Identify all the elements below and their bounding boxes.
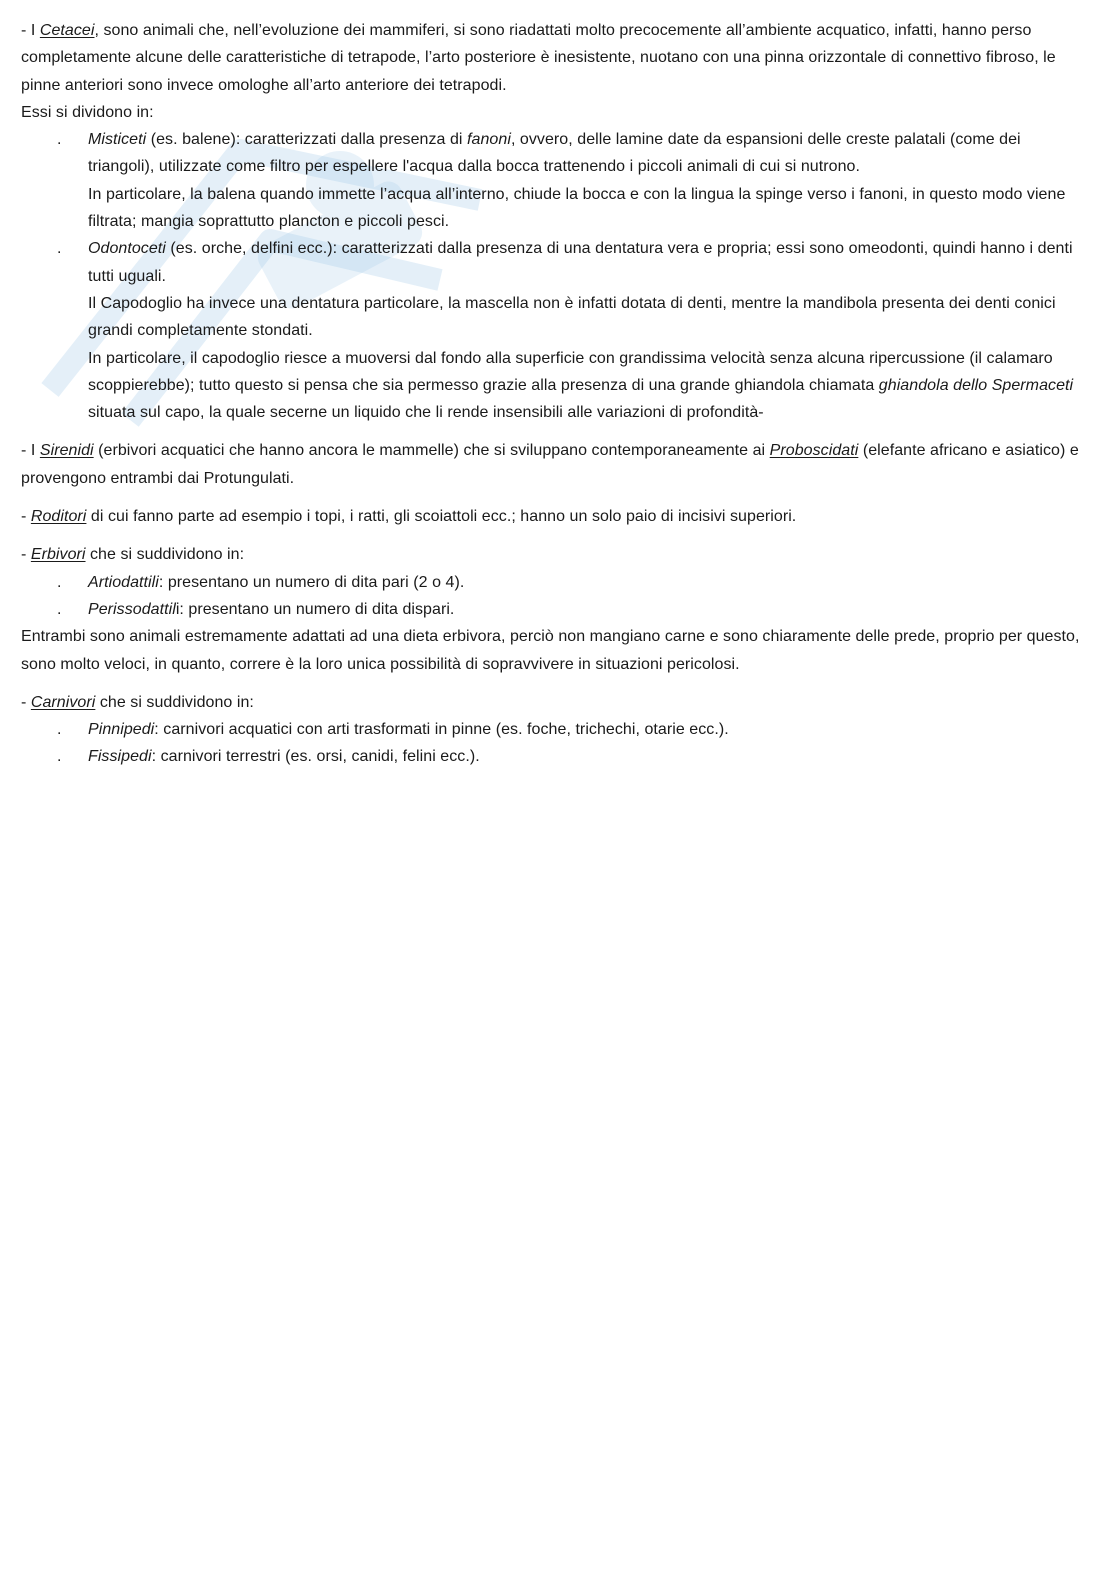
bullet: . [57,573,62,591]
odontoceti-capodoglio: Il Capodoglio ha invece una dentatura particolare, la mascella non è infatti dotata di denti, mentre la mandibola presenta dei denti conici grandi completamente stondati. [88,294,1056,340]
carnivori-term: Carnivori [30,693,96,711]
bullet: . [57,748,62,766]
document-page [21,17,1091,771]
odontoceti-term: Odontoceti [88,240,166,258]
sirenidi-term: Sirenidi [39,442,94,460]
proboscidati-term: Proboscidati [769,442,859,460]
misticeti-detail: In particolare, la balena quando immette l’acqua all’interno, chiude la bocca e con la lingua la spinge verso i fanoni, in questo modo viene filtrata; mangia soprattutto plancton e piccoli pesci. [88,185,1066,231]
bullet: . [57,721,62,739]
bullet: . [57,600,62,618]
list-item-odontoceti: . Odontoceti (es. orche, delfini ecc.): caratterizzati dalla presenza di una dentatura vera e propria; essi sono omeodonti, quindi hanno i denti tutti uguali. Il Capodoglio ha invece una dentatura particolare, la mascella non è infatti dotata di denti, mentre la mandibola presenta dei denti conici grandi completamente stondati. In particolare, il capodoglio riesce a muoversi dal fondo alla superficie con grandissima velocità senza alcuna ripercussione (il calamaro scoppierebbe); tutto questo si pensa che sia permesso grazie alla presenza di una grande ghiandola chiamata ghiandola dello Spermaceti situata sul capo, la quale secerne un liquido che li rende insensibili alle variazioni di profondità- [21,235,1091,426]
erbivori-summary: Entrambi sono animali estremamente adattati ad una dieta erbivora, perciò non mangiano carne e sono chiaramente delle prede, proprio per questo, sono molto veloci, in quanto, correre è la loro unica possibilità di sopravvivere in situazioni pericolosi. [21,628,1080,673]
erbivori-paragraph: - Erbivori che si suddividono in: [21,546,245,564]
cetacei-intro: Essi si dividono in: [21,103,154,121]
list-item-perissodattili: . Perissodattili: presentano un numero di dita dispari. [21,596,1091,623]
erbivori-term: Erbivori [30,546,86,564]
list-item-pinnipedi: . Pinnipedi: carnivori acquatici con arti trasformati in pinne (es. foche, trichechi, otarie ecc.). [21,716,1091,743]
roditori-paragraph: - Roditori di cui fanno parte ad esempio i topi, i ratti, gli scoiattoli ecc.; hanno un solo paio di incisivi superiori. [21,508,797,526]
bullet: . [57,131,62,149]
list-item-misticeti: . Misticeti (es. balene): caratterizzati dalla presenza di fanoni, ovvero, delle lamine date da espansioni delle creste palatali (come dei triangoli), utilizzate come filtro per espellere l'acqua dalla bocca trattenendo i piccoli animali di cui si nutrono. In particolare, la balena quando immette l’acqua all’interno, chiude la bocca e con la lingua la spinge verso i fanoni, in questo modo viene filtrata; mangia soprattutto plancton e piccoli pesci. [21,126,1091,235]
misticeti-term: Misticeti [88,131,147,149]
roditori-term: Roditori [30,508,87,526]
sirenidi-paragraph: - I Sirenidi (erbivori acquatici che hanno ancora le mammelle) che si sviluppano contemporaneamente ai Proboscidati (elefante africano e asiatico) e provengono entrambi dai Protungulati. [21,442,1079,487]
cetacei-paragraph: - I Cetacei, sono animali che, nell’evoluzione dei mammiferi, si sono riadattati molto precocemente all’ambiente acquatico, infatti, hanno perso completamente alcune delle caratteristiche di tetrapode, l’arto posteriore è inesistente, nuotano con una pinna orizzontale di connettivo fibroso, le pinne anteriori sono invece omologhe all’arto anteriore dei tetrapodi. [21,22,1056,94]
carnivori-paragraph: - Carnivori che si suddividono in: [21,693,254,711]
cetacei-term: Cetacei [39,22,95,39]
bullet: . [57,240,62,258]
list-item-fissipedi: . Fissipedi: carnivori terrestri (es. orsi, canidi, felini ecc.). [21,743,1091,770]
odontoceti-spermaceti: In particolare, il capodoglio riesce a muoversi dal fondo alla superficie con grandissima velocità senza alcuna ripercussione (il calamaro scoppierebbe); tutto questo si pensa che sia permesso grazie alla presenza di una grande ghiandola chiamata ghiandola dello Spermaceti situata sul capo, la quale secerne un liquido che li rende insensibili alle variazioni di profondità- [88,349,1074,422]
list-item-artiodattili: . Artiodattili: presentano un numero di dita pari (2 o 4). [21,569,1091,596]
